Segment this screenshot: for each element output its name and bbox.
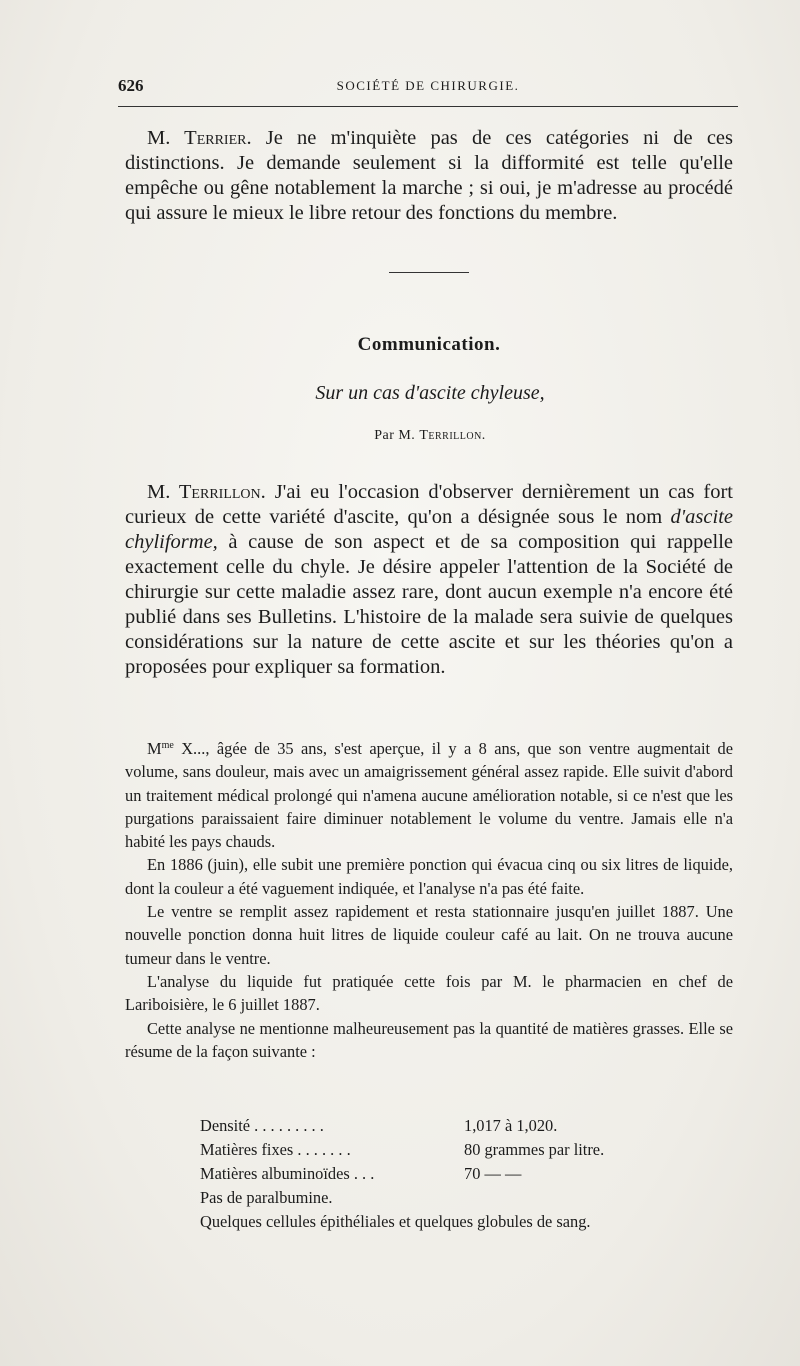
terrier-paragraph <box>125 126 733 226</box>
case-paragraph-2: En 1886 (juin), elle subit une première ponction qui évacua cinq ou six litres de liquide, dont la couleur a été vaguement indiquée, et l'analyse n'a pas été faite. <box>125 855 733 898</box>
analysis-value: 80 grammes par litre. <box>464 1140 605 1159</box>
section-title: Communication. <box>357 334 501 355</box>
section-separator <box>389 272 469 273</box>
analysis-label: Matières fixes . . . . . . . <box>200 1140 351 1159</box>
terrillon-text-after: à cause de son aspect et de sa composition qui rappelle exactement celle du chyle. Je désire appeler l'attention de la Société de chirurgie sur cette maladie assez rare, dont aucun exemple n'a encore été publié dans ses Bulletins. L'histoire de la malade sera suivie de quelques considérations sur la nature de cette ascite et sur les théories qu'on a proposées pour expliquer sa formation. <box>125 531 733 678</box>
analysis-row <box>200 1138 720 1162</box>
page-header <box>118 76 738 100</box>
terrillon-paragraph <box>125 480 733 680</box>
analysis-row <box>200 1186 720 1210</box>
running-title: SOCIÉTÉ DE CHIRURGIE. <box>336 78 520 93</box>
header-rule <box>118 106 738 107</box>
analysis-value: 1,017 à 1,020. <box>464 1116 558 1135</box>
terrillon-italic: d'ascite chyliforme, <box>125 506 733 553</box>
terrillon-text-before: J'ai eu l'occasion d'observer dernièrement un cas fort curieux de cette variété d'ascite, qu'on a désignée sous le nom <box>125 481 733 528</box>
communication-subtitle: Sur un cas d'ascite chyleuse, <box>315 382 545 404</box>
analysis-row <box>200 1210 720 1234</box>
case-text-1: X..., âgée de 35 ans, s'est aperçue, il y a 8 ans, que son ventre augmentait de volume, sans douleur, mais avec un amaigrissement général assez rapide. Elle suivit d'abord un traitement médical prolongé qui n'amena aucune amélioration notable, si ce n'est que les purgations paraissaient faire diminuer notablement le volume du ventre. Jamais elle n'a habité les pays chauds. <box>125 739 733 852</box>
page-number: 626 <box>118 76 144 95</box>
analysis-row <box>200 1162 720 1186</box>
analysis-note-cells: Quelques cellules épithéliales et quelques globules de sang. <box>200 1212 591 1231</box>
analysis-value: 70 — — <box>464 1164 522 1183</box>
analysis-note-paralbumine: Pas de paralbumine. <box>200 1188 333 1207</box>
case-report <box>125 734 733 1063</box>
case-title-sup: me <box>161 740 174 751</box>
speaker-terrillon: M. Terrillon. <box>147 481 266 503</box>
speaker-terrier: M. Terrier. <box>147 127 252 149</box>
byline-prefix: Par M. <box>374 428 420 443</box>
case-paragraph-4: L'analyse du liquide fut pratiquée cette fois par M. le pharmacien en chef de Lariboisière, le 6 juillet 1887. <box>125 971 733 1015</box>
analysis-row <box>200 1114 720 1138</box>
analysis-label: Densité . . . . . . . . . <box>200 1116 324 1135</box>
case-paragraph-5: Cette analyse ne mentionne malheureusement pas la quantité de matières grasses. Elle se résume de la façon suivante : <box>125 1018 733 1061</box>
case-title-m: M <box>147 739 162 758</box>
analysis-label: Matières albuminoïdes . . . <box>200 1164 375 1183</box>
byline-author: Terrillon. <box>419 428 486 443</box>
byline <box>0 428 800 444</box>
case-paragraph-3: Le ventre se remplit assez rapidement et resta stationnaire jusqu'en juillet 1887. Une nouvelle ponction donna huit litres de liquide couleur café au lait. On ne trouva aucune tumeur dans le ventre. <box>125 902 733 968</box>
terrier-text: Je ne m'inquiète pas de ces catégories ni de ces distinctions. Je demande seulement si la difformité est telle qu'elle empêche ou gêne notablement la marche ; si oui, je m'adresse au procédé qui assure le mieux le libre retour des fonctions du membre. <box>125 127 733 224</box>
analysis-table <box>200 1114 720 1234</box>
case-paragraph-1 <box>125 734 733 853</box>
